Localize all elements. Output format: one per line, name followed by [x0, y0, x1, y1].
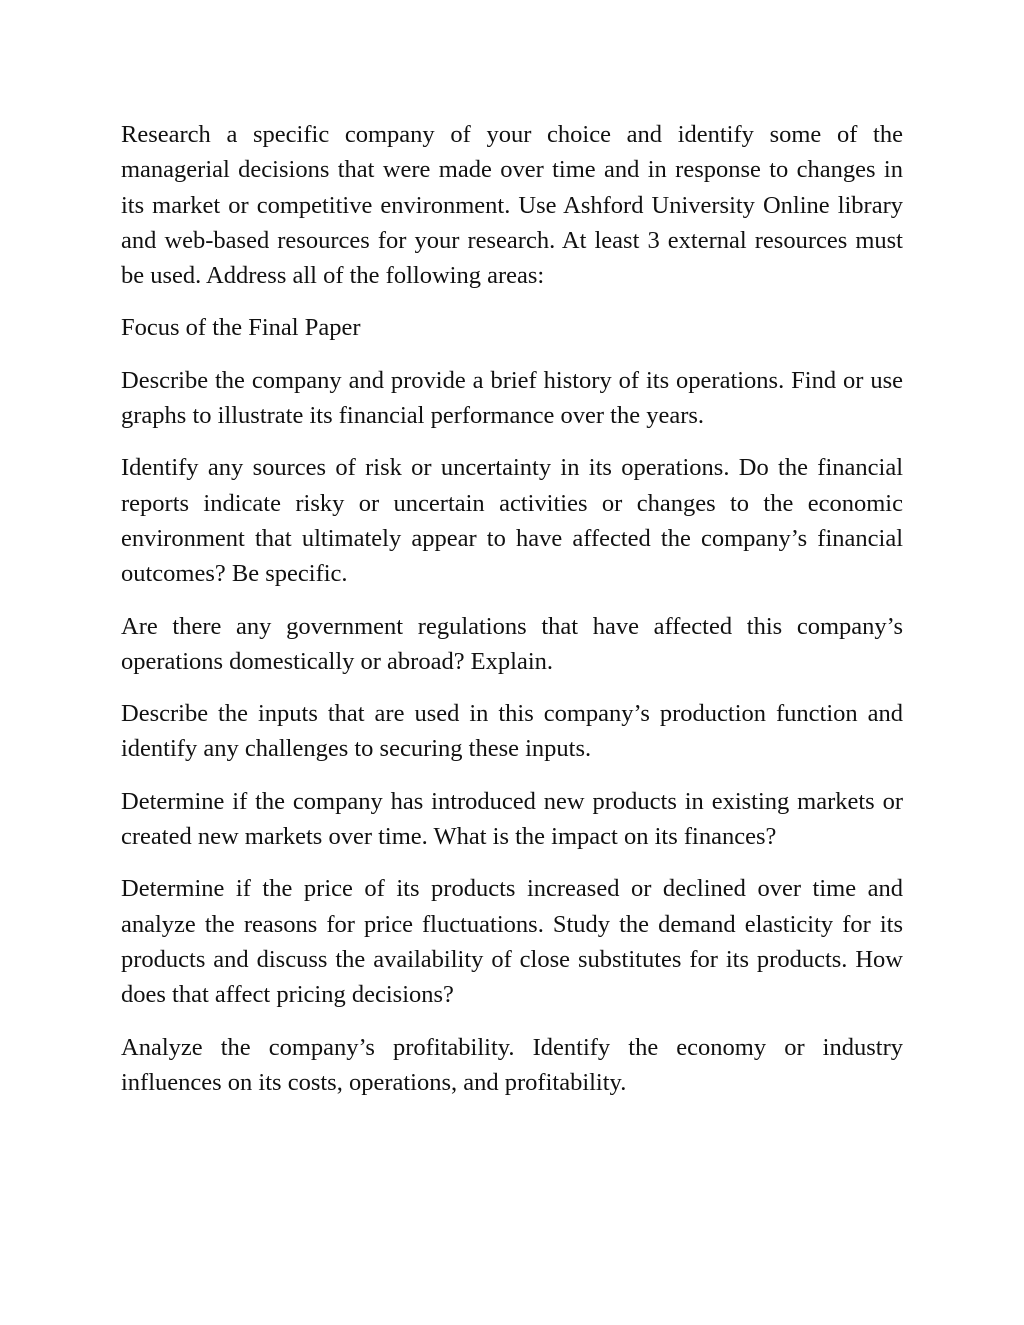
- new-products-paragraph: Determine if the company has introduced new products in existing markets or created new markets over time. What is the impact on its finances?: [121, 787, 903, 851]
- document-page: [121, 117, 903, 1117]
- profitability-paragraph: Analyze the company’s profitability. Identify the economy or industry influences on its costs, operations, and profitability.: [121, 1033, 903, 1096]
- government-regulations-paragraph: Are there any government regulations that have affected this company’s operations domestically or abroad? Explain.: [121, 612, 903, 675]
- intro-paragraph: Research a specific company of your choice and identify some of the managerial decisions that were made over time and in response to changes in its market or competitive environment. Use Ashford University Online library and web-based resources for your research. At least 3 external resources must be used. Address all of the following areas:: [121, 121, 903, 290]
- section-heading: Focus of the Final Paper: [121, 314, 361, 342]
- production-inputs-paragraph: Describe the inputs that are used in this company’s production function and identify any challenges to securing these inputs.: [121, 700, 903, 763]
- risk-uncertainty-paragraph: Identify any sources of risk or uncertainty in its operations. Do the financial reports indicate risky or uncertain activities or changes to the economic environment that ultimately appear to have affected the company’s financial outcomes? Be specific.: [121, 454, 903, 588]
- pricing-paragraph: Determine if the price of its products increased or declined over time and analyze the reasons for price fluctuations. Study the demand elasticity for its products and discuss the availability of close substitutes for its products. How does that affect pricing decisions?: [121, 875, 903, 1009]
- company-history-paragraph: Describe the company and provide a brief history of its operations. Find or use graphs to illustrate its financial performance over the years.: [121, 366, 903, 430]
